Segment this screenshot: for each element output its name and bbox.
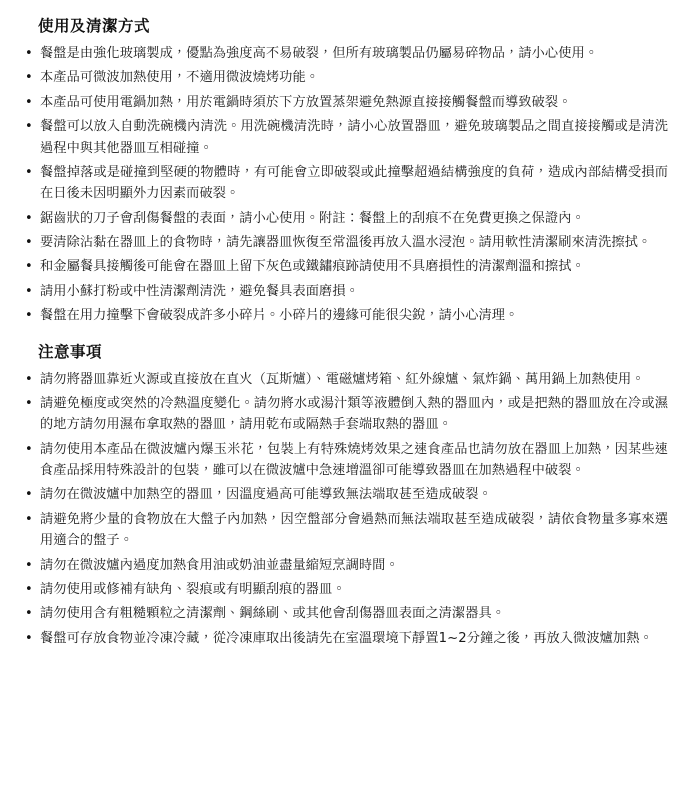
list-item: • 請勿使用含有粗糙顆粒之清潔劑、鋼絲刷、或其他會刮傷器皿表面之清潔器具。 <box>22 603 668 624</box>
list-item: • 請勿在微波爐中加熱空的器皿，因溫度過高可能導致無法端取甚至造成破裂。 <box>22 484 668 505</box>
list-item: • 本產品可使用電鍋加熱，用於電鍋時須於下方放置蒸架避免熱源直接接觸餐盤而導致破裂。 <box>22 92 668 113</box>
precautions-list <box>22 369 668 650</box>
list-item: • 請勿將器皿靠近火源或直接放在直火（瓦斯爐）、電磁爐烤箱、紅外線爐、氣炸鍋、萬用鍋上加熱使用。 <box>22 369 668 390</box>
list-item: • 和金屬餐具接觸後可能會在器皿上留下灰色或鐵鏽痕跡請使用不具磨損性的清潔劑溫和擦拭。 <box>22 256 668 277</box>
list-item: • 餐盤在用力撞擊下會破裂成許多小碎片。小碎片的邊緣可能很尖銳，請小心清理。 <box>22 305 668 326</box>
list-item: • 餐盤是由強化玻璃製成，優點為強度高不易破裂，但所有玻璃製品仍屬易碎物品，請小心使用。 <box>22 43 668 64</box>
list-item: • 請勿使用本產品在微波爐內爆玉米花，包裝上有特殊燒烤效果之速食產品也請勿放在器皿上加熱，因某些速食產品採用特殊設計的包裝，雖可以在微波爐中急速增溫卻可能導致器皿在加熱過程中破裂。 <box>22 439 668 482</box>
section-usage-and-cleaning <box>22 14 668 327</box>
list-item: • 本產品可微波加熱使用，不適用微波燒烤功能。 <box>22 67 668 88</box>
list-item: • 要清除沾黏在器皿上的食物時，請先讓器皿恢復至常溫後再放入溫水浸泡。請用軟性清潔刷來清洗擦拭。 <box>22 232 668 253</box>
list-item: • 請勿使用或修補有缺角、裂痕或有明顯刮痕的器皿。 <box>22 579 668 600</box>
list-item: • 鋸齒狀的刀子會刮傷餐盤的表面，請小心使用。附註：餐盤上的刮痕不在免費更換之保證內。 <box>22 208 668 229</box>
section-title-usage-and-cleaning: 使用及清潔方式 <box>38 17 151 35</box>
list-item: • 請避免將少量的食物放在大盤子內加熱，因空盤部分會過熱而無法端取甚至造成破裂，請依食物量多寡來選用適合的盤子。 <box>22 509 668 552</box>
list-item: • 請用小蘇打粉或中性清潔劑清洗，避免餐具表面磨損。 <box>22 281 668 302</box>
list-item: • 餐盤可以放入自動洗碗機內清洗。用洗碗機清洗時，請小心放置器皿，避免玻璃製品之間直接接觸或是清洗過程中與其他器皿互相碰撞。 <box>22 116 668 159</box>
list-item: • 請避免極度或突然的冷熱溫度變化。請勿將水或湯汁類等液體倒入熱的器皿內，或是把熱的器皿放在冷或濕的地方請勿用濕布拿取熱的器皿，請用乾布或隔熱手套端取熱的器皿。 <box>22 393 668 436</box>
list-item: • 請勿在微波爐內過度加熱食用油或奶油並盡量縮短烹調時間。 <box>22 555 668 576</box>
list-item: • 餐盤可存放食物並冷凍冷藏，從冷凍庫取出後請先在室溫環境下靜置1~2分鐘之後，再放入微波爐加熱。 <box>22 628 668 649</box>
usage-and-cleaning-list <box>22 43 668 327</box>
section-precautions <box>22 340 668 650</box>
section-title-precautions: 注意事項 <box>38 342 103 361</box>
list-item: • 餐盤掉落或是碰撞到堅硬的物體時，有可能會立即破裂或此撞擊超過結構強度的負荷，造成內部結構受損而在日後未因明顯外力因素而破裂。 <box>22 162 668 205</box>
